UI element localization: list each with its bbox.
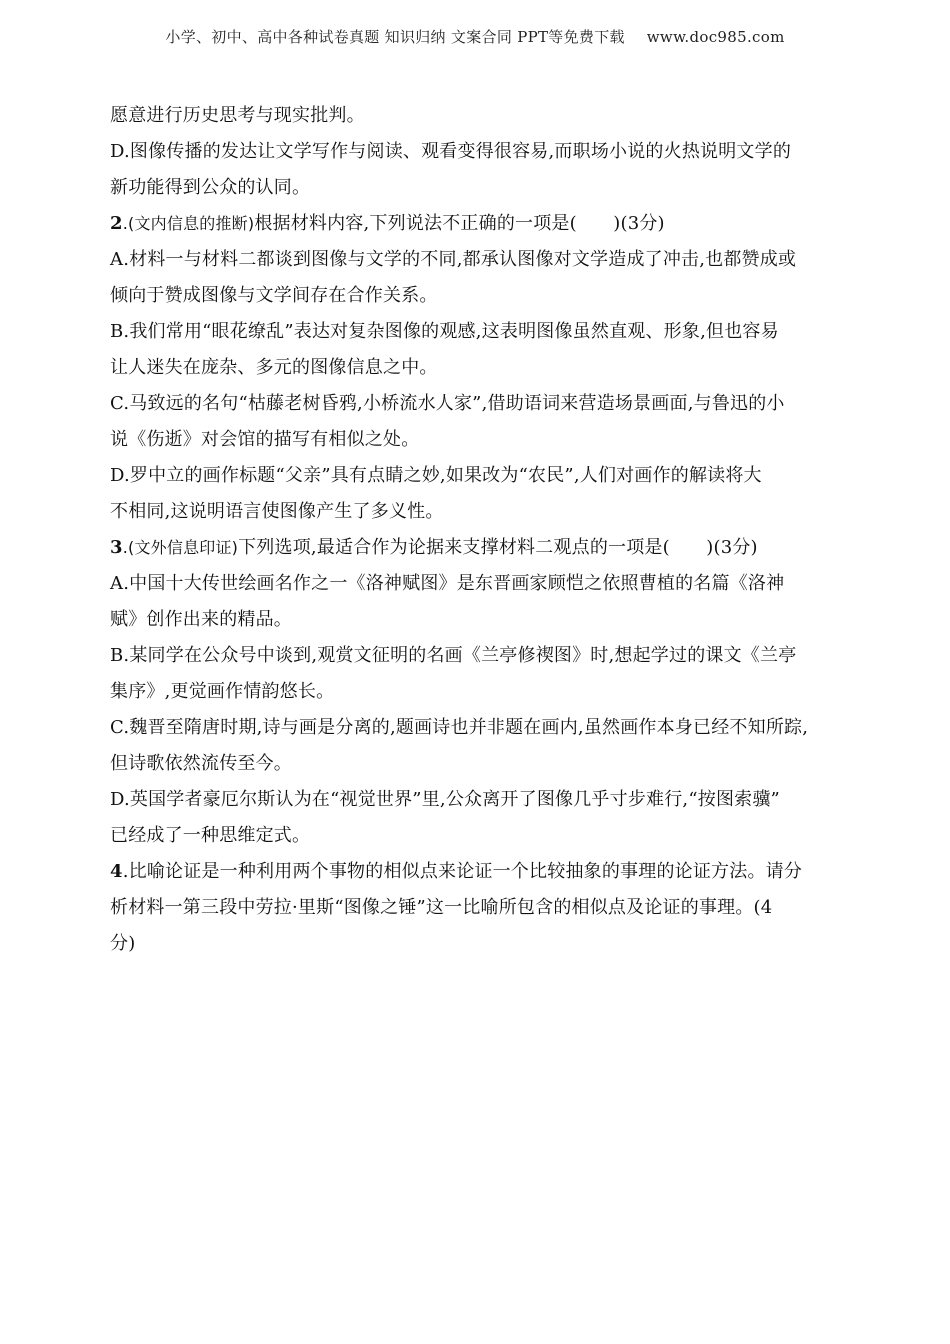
- question-3-option-c-line-2: 但诗歌依然流传至今。: [110, 753, 292, 774]
- question-3-option-a-line-2: 赋》创作出来的精品。: [110, 609, 292, 630]
- question-4-number: 4: [110, 861, 123, 882]
- question-2-stem-text: 根据材料内容,下列说法不正确的一项是( )(3分): [254, 213, 665, 234]
- prev-option-d-line-1: D.图像传播的发达让文学写作与阅读、观看变得很容易,而职场小说的火热说明文学的: [110, 141, 792, 162]
- question-2-tag: .(文内信息的推断): [122, 214, 255, 233]
- question-3-option-d-line-1: D.英国学者豪厄尔斯认为在“视觉世界”里,公众离开了图像几乎寸步难行,“按图索骥”: [110, 789, 780, 810]
- question-3-stem: [110, 530, 842, 566]
- question-2-option-d-line-1: D.罗中立的画作标题“父亲”具有点睛之妙,如果改为“农民”,人们对画作的解读将大: [110, 465, 762, 486]
- question-4-line-1: [110, 854, 842, 890]
- question-content: [110, 98, 842, 962]
- prev-option-tail: 愿意进行历史思考与现实批判。: [110, 105, 365, 126]
- question-2-option-d-line-2: 不相同,这说明语言使图像产生了多义性。: [110, 501, 444, 522]
- question-2-stem: [110, 206, 842, 242]
- question-2-option-a-line-2: 倾向于赞成图像与文学间存在合作关系。: [110, 285, 438, 306]
- question-4-line-2: 析材料一第三段中劳拉·里斯“图像之锤”这一比喻所包含的相似点及论证的事理。(4: [110, 897, 773, 918]
- header-text: 小学、初中、高中各种试卷真题 知识归纳 文案合同 PPT等免费下载: [165, 28, 625, 46]
- question-2-option-a-line-1: A.材料一与材料二都谈到图像与文学的不同,都承认图像对文学造成了冲击,也都赞成或: [110, 249, 797, 270]
- question-3-stem-text: 下列选项,最适合作为论据来支撑材料二观点的一项是( )(3分): [238, 537, 758, 558]
- question-2-option-b-line-1: B.我们常用“眼花缭乱”表达对复杂图像的观感,这表明图像虽然直观、形象,但也容易: [110, 321, 779, 342]
- header-site: www.doc985.com: [646, 28, 785, 46]
- question-3-option-d-line-2: 已经成了一种思维定式。: [110, 825, 311, 846]
- question-2-number: 2: [110, 213, 123, 234]
- question-3-number: 3: [110, 537, 123, 558]
- page-header: [0, 26, 950, 47]
- question-3-option-c-line-1: C.魏晋至隋唐时期,诗与画是分离的,题画诗也并非题在画内,虽然画作本身已经不知所踪,: [110, 717, 809, 738]
- question-3-tag: .(文外信息印证): [122, 538, 239, 557]
- question-3-option-b-line-2: 集序》,更觉画作情韵悠长。: [110, 681, 335, 702]
- question-2-option-c-line-2: 说《伤逝》对会馆的描写有相似之处。: [110, 429, 420, 450]
- question-2-option-b-line-2: 让人迷失在庞杂、多元的图像信息之中。: [110, 357, 438, 378]
- question-3-option-b-line-1: B.某同学在公众号中谈到,观赏文征明的名画《兰亭修禊图》时,想起学过的课文《兰亭: [110, 645, 797, 666]
- question-3-option-a-line-1: A.中国十大传世绘画名作之一《洛神赋图》是东晋画家顾恺之依照曹植的名篇《洛神: [110, 573, 785, 594]
- question-4-line-3: 分): [110, 933, 136, 954]
- question-4-text-1: .比喻论证是一种利用两个事物的相似点来论证一个比较抽象的事理的论证方法。请分: [122, 861, 803, 882]
- question-2-option-c-line-1: C.马致远的名句“枯藤老树昏鸦,小桥流水人家”,借助语词来营造场景画面,与鲁迅的小: [110, 393, 785, 414]
- prev-option-d-line-2: 新功能得到公众的认同。: [110, 177, 311, 198]
